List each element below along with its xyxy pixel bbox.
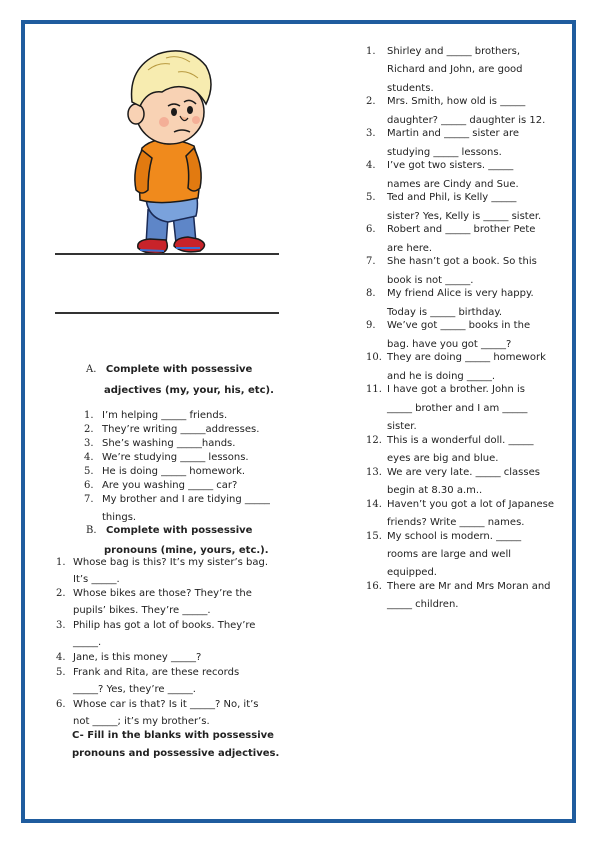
right-item-continuation: names are Cindy and Sue. bbox=[387, 178, 519, 190]
right-item-text: I have got a brother. John is bbox=[387, 384, 525, 396]
section-b-item-text: Whose car is that? Is it _____? No, it’s bbox=[73, 699, 259, 710]
section-b-item-text: Philip has got a lot of books. They’re bbox=[73, 620, 256, 631]
section-a-item-text: I’m helping _____ friends. bbox=[102, 410, 228, 421]
section-a-item-number: 1. bbox=[84, 410, 94, 421]
right-item-text: They are doing _____ homework bbox=[387, 352, 546, 364]
section-a-item-number: 3. bbox=[84, 438, 94, 449]
section-a-item-text: My brother and I are tidying _____ bbox=[102, 494, 270, 505]
right-item-text: Martin and _____ sister are bbox=[387, 128, 519, 140]
right-item-text: She hasn’t got a book. So this bbox=[387, 256, 537, 268]
right-item-continuation: book is not _____. bbox=[387, 274, 474, 286]
right-item-number: 6. bbox=[366, 224, 376, 236]
boy-illustration bbox=[118, 40, 228, 255]
section-a-item-number: 7. bbox=[84, 494, 94, 505]
right-item-continuation: begin at 8.30 a.m.. bbox=[387, 484, 483, 496]
right-item-continuation: equipped. bbox=[387, 567, 437, 579]
right-item-number: 5. bbox=[366, 192, 376, 204]
right-item-continuation: students. bbox=[387, 82, 434, 94]
section-b-item-continuation: _____? Yes, they’re _____. bbox=[73, 684, 196, 695]
section-a-title-1: Complete with possessive bbox=[105, 364, 253, 375]
section-a-item-text: They’re writing _____addresses. bbox=[102, 424, 260, 435]
right-item-number: 10. bbox=[366, 352, 382, 364]
right-item-continuation: sister? Yes, Kelly is _____ sister. bbox=[387, 210, 542, 222]
right-item-text: Haven’t you got a lot of Japanese bbox=[387, 498, 554, 510]
section-a-item-text: She’s washing _____hands. bbox=[102, 438, 236, 449]
right-item-text: We are very late. _____ classes bbox=[387, 466, 540, 478]
section-b-item-continuation: pupils’ bikes. They’re _____. bbox=[73, 605, 211, 616]
name-line[interactable] bbox=[55, 253, 279, 255]
section-a-item-number: 4. bbox=[84, 452, 94, 463]
right-item-number: 8. bbox=[366, 288, 376, 300]
right-item-text: Robert and _____ brother Pete bbox=[387, 224, 536, 236]
right-item-text: My school is modern. _____ bbox=[387, 530, 522, 542]
section-b-heading bbox=[86, 525, 252, 536]
section-a-item-number: 6. bbox=[84, 480, 94, 491]
right-item-continuation: _____ brother and I am _____ bbox=[387, 402, 528, 414]
section-b-item-text: Whose bikes are those? They’re the bbox=[73, 588, 252, 599]
section-b-title-1: Complete with possessive bbox=[106, 525, 253, 536]
date-line[interactable] bbox=[55, 312, 279, 314]
section-a-item-number: 2. bbox=[84, 424, 94, 435]
section-b-item-text: Jane, is this money _____? bbox=[73, 652, 202, 663]
right-item-number: 1. bbox=[366, 46, 376, 57]
section-a-item-text: We’re studying _____ lessons. bbox=[102, 452, 249, 463]
right-item-number: 12. bbox=[366, 434, 382, 446]
right-item-text: My friend Alice is very happy. bbox=[387, 288, 534, 300]
right-item-continuation: daughter? _____ daughter is 12. bbox=[387, 114, 546, 126]
section-b-item-number: 4. bbox=[56, 652, 66, 663]
right-item-text: Shirley and _____ brothers, bbox=[387, 46, 521, 57]
section-a-item-continuation: things. bbox=[102, 512, 137, 523]
right-item-continuation: Richard and John, are good bbox=[387, 64, 523, 76]
section-c-title-2: pronouns and possessive adjectives. bbox=[72, 748, 280, 759]
section-b-item-number: 2. bbox=[56, 588, 66, 599]
right-item-continuation: rooms are large and well bbox=[387, 548, 512, 560]
right-item-continuation: _____ children. bbox=[387, 599, 459, 611]
section-a-heading bbox=[86, 364, 252, 375]
right-item-number: 2. bbox=[366, 96, 376, 108]
section-a-item-text: Are you washing _____ car? bbox=[102, 480, 238, 491]
right-item-continuation: Today is _____ birthday. bbox=[387, 306, 503, 318]
section-a-title-2: adjectives (my, your, his, etc). bbox=[104, 385, 274, 396]
section-b-item-continuation: _____. bbox=[73, 637, 102, 648]
section-a-letter: A. bbox=[86, 364, 97, 375]
section-b-item-text: Frank and Rita, are these records bbox=[73, 667, 240, 678]
section-b-title-2: pronouns (mine, yours, etc.). bbox=[104, 545, 269, 556]
right-item-number: 14. bbox=[366, 498, 382, 510]
right-item-continuation: friends? Write _____ names. bbox=[387, 516, 525, 528]
right-item-text: We’ve got _____ books in the bbox=[387, 320, 531, 332]
section-b-item-continuation: It’s _____. bbox=[73, 574, 120, 585]
right-item-text: I’ve got two sisters. _____ bbox=[387, 160, 514, 172]
section-b-letter: B. bbox=[86, 525, 97, 536]
right-item-number: 3. bbox=[366, 128, 376, 140]
right-item-continuation: eyes are big and blue. bbox=[387, 452, 499, 464]
right-item-continuation: bag. have you got _____? bbox=[387, 338, 512, 350]
right-item-number: 13. bbox=[366, 466, 382, 478]
right-item-text: Mrs. Smith, how old is _____ bbox=[387, 96, 526, 108]
right-item-continuation: studying _____ lessons. bbox=[387, 146, 502, 158]
section-b-item-number: 6. bbox=[56, 699, 66, 710]
section-a-item-text: He is doing _____ homework. bbox=[102, 466, 246, 477]
section-c-title-1: C- Fill in the blanks with possessive bbox=[72, 730, 274, 741]
right-item-text: There are Mr and Mrs Moran and bbox=[387, 580, 551, 592]
section-b-item-number: 3. bbox=[56, 620, 66, 631]
right-item-continuation: are here. bbox=[387, 242, 433, 254]
right-item-number: 11. bbox=[366, 384, 382, 396]
right-item-text: Ted and Phil, is Kelly _____ bbox=[387, 192, 517, 204]
right-item-continuation: and he is doing _____. bbox=[387, 370, 496, 382]
right-item-number: 4. bbox=[366, 160, 376, 172]
right-item-number: 16. bbox=[366, 580, 382, 592]
right-item-number: 7. bbox=[366, 256, 376, 268]
section-b-item-continuation: not _____; it’s my brother’s. bbox=[73, 716, 210, 727]
section-b-item-text: Whose bag is this? It’s my sister’s bag. bbox=[73, 557, 269, 568]
right-item-number: 9. bbox=[366, 320, 376, 332]
section-b-item-number: 1. bbox=[56, 557, 66, 568]
right-item-text: This is a wonderful doll. _____ bbox=[387, 434, 534, 446]
right-item-number: 15. bbox=[366, 530, 382, 542]
right-item-continuation: sister. bbox=[387, 420, 417, 432]
section-a-item-number: 5. bbox=[84, 466, 94, 477]
section-b-item-number: 5. bbox=[56, 667, 66, 678]
